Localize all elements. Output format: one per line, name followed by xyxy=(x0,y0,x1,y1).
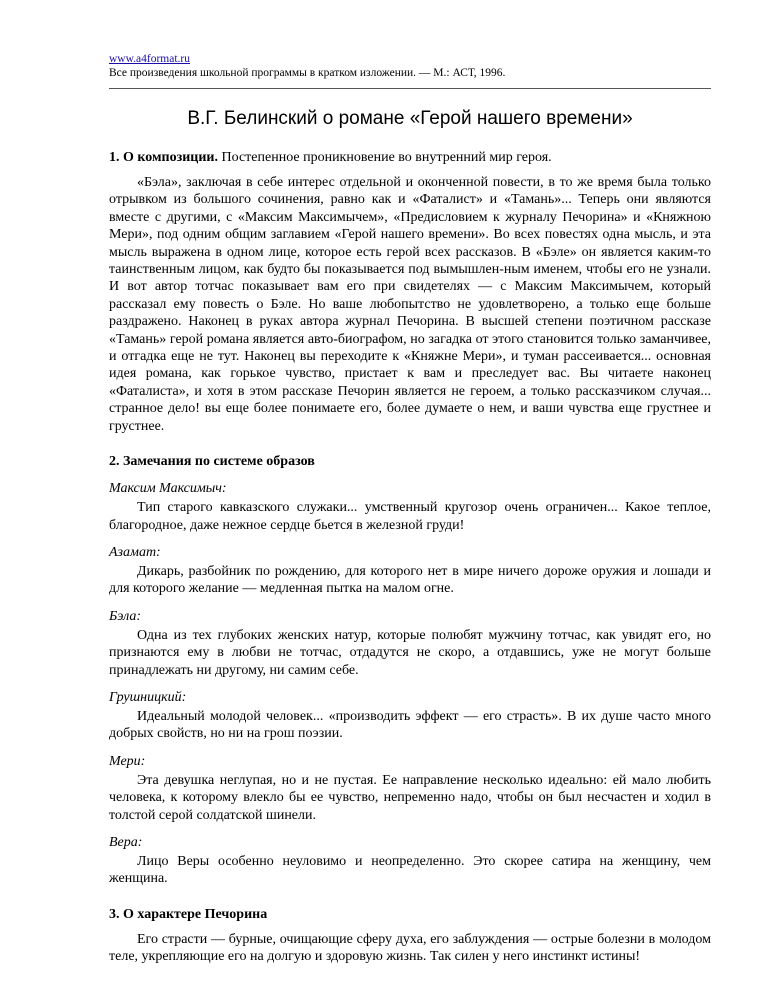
page-title: В.Г. Белинский о романе «Герой нашего времени» xyxy=(187,108,633,129)
character-name: Максим Максимыч: xyxy=(109,481,227,497)
section-1-text: «Бэла», заключая в себе интерес отдельной и оконченной повести, в то же время была только отрывком из большого сочинения, равно как и «Фаталист» и «Тамань»... Теперь они являются вместе с другими, с «Максим Максимычем», «Предисловием к журналу Печорина» и «Княжною Мери», под одним общим заглавием «Герой нашего времени». Во всех повестях одна мысль, и эта мысль выражена в одном лице, которое есть герой всех рассказов. В «Бэле» он является каким-то таинственным лицом, как будто бы показывается под вымышлен-ным именем, чтобы его не узнали. И вот автор тотчас показывает вам его при свидетелях — с Максим Максимычем, который рассказал ему повесть о Бэле. Но ваше любопытство не удовлетворено, а только еще больше раздражено. Наконец в руках автора журнал Печорина. В высшей степени поэтичном рассказе «Тамань» герой романа является авто-биографом, но загадка от этого становится только заманчивее, и отгадка еще не тут. Наконец вы переходите к «Княжне Мери», и туман рассеивается... основная идея романа, как горькое чувство, пристает к вам и преследует вас. Вы читаете наконец «Фаталиста», и хотя в этом рассказе Печорин является не героем, а только рассказчиком случая... странное дело! вы еще более понимаете его, более думаете о нем, и ваши чувства еще грустнее и грустнее. xyxy=(109,175,711,434)
document-page xyxy=(109,52,711,966)
source-citation: Все произведения школьной программы в кратком изложении. — М.: АСТ, 1996. xyxy=(109,67,506,79)
character-text: Лицо Веры особенно неуловимо и неопределенно. Это скорее сатира на женщину, чем женщина. xyxy=(109,853,711,887)
character-text: Эта девушка неглупая, но и не пустая. Ее направление несколько идеально: ей мало любить человека, к которому влекло бы ее чувство, непременно надо, чтобы он был несчастен и ходил в толстой серой солдатской шинели. xyxy=(109,772,711,823)
character-text: Дикарь, разбойник по рождению, для которого нет в мире ничего дороже оружия и лошади и для которого желание — медленная пытка на малом огне. xyxy=(109,563,711,597)
character-name: Азамат: xyxy=(109,544,161,560)
character-entry xyxy=(109,689,711,743)
character-entry xyxy=(109,544,711,598)
character-text: Тип старого кавказского служаки... умственный кругозор очень ограничен... Какое теплое, благородное, даже нежное сердце бьется в железной груди! xyxy=(109,500,711,533)
section-2-heading: 2. Замечания по системе образов xyxy=(109,454,315,470)
section-composition-heading xyxy=(109,149,711,166)
document-header xyxy=(109,52,711,80)
source-link[interactable]: www.a4format.ru xyxy=(109,53,191,65)
character-name: Грушницкий: xyxy=(109,689,187,705)
character-name: Мери: xyxy=(109,753,146,769)
character-entry xyxy=(109,480,711,534)
character-entry xyxy=(109,753,711,824)
character-text: Одна из тех глубоких женских натур, которые полюбят мужчину тотчас, как увидят его, но признаются ему в любви не тотчас, отдадутся не скоро, а отдавшись, уже не могут больше принадлежать ни другому, ни самим себе. xyxy=(109,627,711,678)
character-entry xyxy=(109,608,711,679)
section-3-text: Его страсти — бурные, очищающие сферу духа, его заблуждения — острые болезни в молодом теле, укрепляющие его на долгую и здоровую жизнь. Так силен у него инстинкт истины! xyxy=(109,931,711,965)
character-entry xyxy=(109,834,711,888)
character-name: Бэла: xyxy=(109,608,142,624)
header-divider xyxy=(109,88,711,89)
section-1-subtitle: Постепенное проникновение во внутренний мир героя. xyxy=(218,150,552,165)
character-text: Идеальный молодой человек... «производить эффект — его страсть». В их душе часто много добрых свойств, но ни на грош поэзии. xyxy=(109,708,711,742)
section-1-heading: 1. О композиции. xyxy=(109,150,218,165)
character-name: Вера: xyxy=(109,834,143,850)
section-3-heading: 3. О характере Печорина xyxy=(109,906,268,922)
